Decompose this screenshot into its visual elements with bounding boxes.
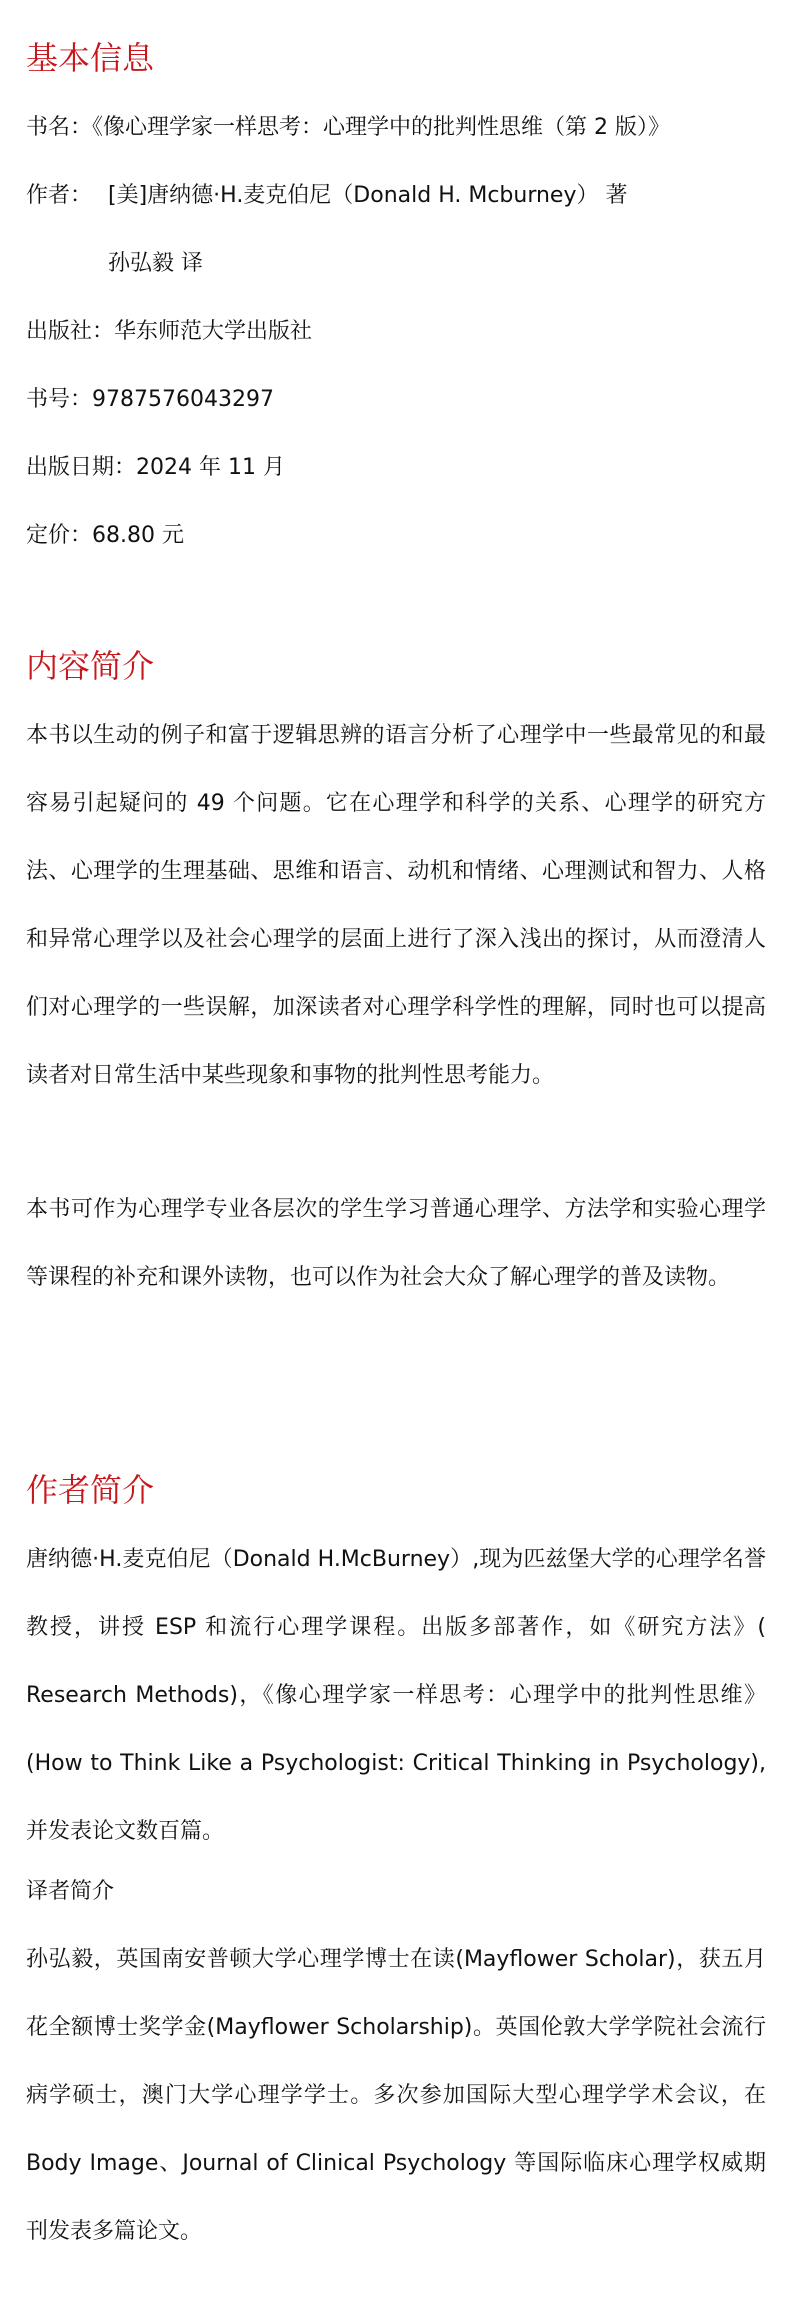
summary-paragraph-1: 本书以生动的例子和富于逻辑思辨的语言分析了心理学中一些最常见的和最容易引起疑问的 49 个问题。它在心理学和科学的关系、心理学的研究方法、心理学的生理基础、思维和语言、动机和情绪、心理测试和智力、人格和异常心理学以及社会心理学的层面上进行了深入浅出的探讨，从而澄清人们对心理学的一些误解，加深读者对心理学科学性的理解，同时也可以提高读者对日常生活中某些现象和事物的批判性思考能力。 (26, 723, 766, 1088)
author-intro-paragraph: 唐纳德·H.麦克伯尼（Donald H.McBurney）,现为匹兹堡大学的心理学名誉教授，讲授 ESP 和流行心理学课程。出版多部著作，如《研究方法》( Research Methods)，《像心理学家一样思考：心理学中的批判性思维》(How to Think Like a Psychologist: Critical Thinking in Psychology),并发表论文数百篇。 (26, 1547, 766, 1844)
author-line (26, 180, 627, 212)
author-label: 作者： (26, 183, 93, 208)
author-intro-heading: 作者简介 (26, 1471, 155, 1509)
translator-line: 孙弘毅 译 (108, 251, 203, 276)
basic-info-heading: 基本信息 (26, 39, 155, 77)
translator-intro-paragraph: 孙弘毅，英国南安普顿大学心理学博士在读(Mayflower Scholar)，获五月花全额博士奖学金(Mayflower Scholarship)。英国伦敦大学学院社会流行病学硕士，澳门大学心理学学士。多次参加国际大型心理学学术会议，在 Body Image、Journal of Clinical Psychology 等国际临床心理学权威期刊发表多篇论文。 (26, 1947, 766, 2244)
book-title-line: 书名：《像心理学家一样思考：心理学中的批判性思维（第 2 版）》 (26, 115, 670, 140)
isbn-line: 书号：9787576043297 (26, 387, 274, 412)
price-line: 定价：68.80 元 (26, 523, 184, 548)
summary-heading: 内容简介 (26, 647, 155, 685)
pub-date-line: 出版日期：2024 年 11 月 (26, 455, 285, 480)
summary-paragraph-2: 本书可作为心理学专业各层次的学生学习普通心理学、方法学和实验心理学等课程的补充和课外读物，也可以作为社会大众了解心理学的普及读物。 (26, 1197, 766, 1290)
author-name: [美]唐纳德·H.麦克伯尼（Donald H. Mcburney） 著 (108, 183, 628, 208)
translator-intro-heading: 译者简介 (26, 1879, 115, 1904)
publisher-line: 出版社：华东师范大学出版社 (26, 319, 313, 344)
